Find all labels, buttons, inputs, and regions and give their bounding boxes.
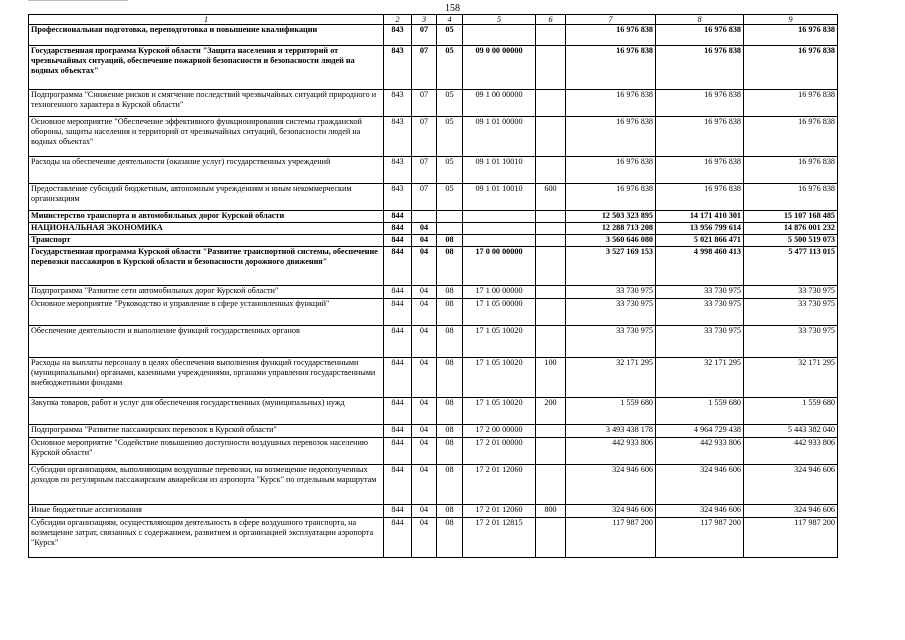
ministry-code: 843 [384, 46, 412, 90]
subsection-code: 05 [437, 117, 463, 157]
section-code [412, 211, 437, 223]
amount-year-1: 33 730 975 [566, 326, 656, 358]
amount-year-1: 16 976 838 [566, 184, 656, 211]
amount-year-2: 324 946 606 [656, 465, 744, 505]
section-code: 07 [412, 46, 437, 90]
amount-year-2: 33 730 975 [656, 326, 744, 358]
ministry-code: 844 [384, 223, 412, 235]
expense-type: 800 [536, 505, 566, 518]
amount-year-2: 33 730 975 [656, 299, 744, 326]
amount-year-1: 32 171 295 [566, 358, 656, 398]
section-code: 04 [412, 299, 437, 326]
subsection-code: 08 [437, 235, 463, 247]
amount-year-2: 5 021 866 471 [656, 235, 744, 247]
expense-type [536, 117, 566, 157]
table-row [29, 358, 838, 398]
section-code: 07 [412, 90, 437, 117]
expense-type: 600 [536, 184, 566, 211]
section-code: 04 [412, 465, 437, 505]
section-code: 04 [412, 358, 437, 398]
ministry-code: 844 [384, 299, 412, 326]
target-article: 17 1 00 00000 [463, 286, 536, 299]
amount-year-2: 117 987 200 [656, 518, 744, 558]
subsection-code: 08 [437, 358, 463, 398]
ministry-code: 844 [384, 326, 412, 358]
ministry-code: 843 [384, 117, 412, 157]
amount-year-2: 32 171 295 [656, 358, 744, 398]
section-code: 04 [412, 518, 437, 558]
subsection-code: 05 [437, 25, 463, 46]
amount-year-2: 16 976 838 [656, 117, 744, 157]
ministry-code: 844 [384, 438, 412, 465]
table-row [29, 425, 838, 438]
amount-year-2: 4 964 729 438 [656, 425, 744, 438]
subsection-code: 05 [437, 46, 463, 90]
col-header-4: 4 [437, 15, 463, 25]
table-row [29, 247, 838, 286]
amount-year-1: 324 946 606 [566, 505, 656, 518]
amount-year-3: 33 730 975 [744, 286, 838, 299]
target-article [463, 211, 536, 223]
target-article: 09 1 01 00000 [463, 117, 536, 157]
target-article: 09 1 01 10010 [463, 184, 536, 211]
target-article: 17 1 05 10020 [463, 398, 536, 425]
table-row [29, 211, 838, 223]
ministry-code: 844 [384, 286, 412, 299]
table-row [29, 465, 838, 505]
expense-type [536, 235, 566, 247]
section-code: 04 [412, 326, 437, 358]
section-code: 07 [412, 25, 437, 46]
target-article [463, 25, 536, 46]
amount-year-2: 13 956 799 614 [656, 223, 744, 235]
expense-type [536, 425, 566, 438]
ministry-code: 844 [384, 505, 412, 518]
amount-year-2: 14 171 410 301 [656, 211, 744, 223]
expense-type [536, 326, 566, 358]
subsection-code [437, 223, 463, 235]
amount-year-1: 1 559 680 [566, 398, 656, 425]
amount-year-3: 324 946 606 [744, 465, 838, 505]
expense-type [536, 465, 566, 505]
amount-year-3: 14 876 001 232 [744, 223, 838, 235]
amount-year-1: 16 976 838 [566, 25, 656, 46]
subsection-code: 05 [437, 90, 463, 117]
amount-year-2: 4 998 460 413 [656, 247, 744, 286]
row-name: Субсидии организациям, выполняющим воздушные перевозки, на возмещение недополученных доходов по регулярным пассажирским авиарейсам из аэропорта "Курск" по отдельным маршрутам [29, 465, 384, 505]
section-code: 07 [412, 184, 437, 211]
col-header-9: 9 [744, 15, 838, 25]
table-row [29, 235, 838, 247]
amount-year-3: 1 559 680 [744, 398, 838, 425]
table-row [29, 117, 838, 157]
target-article: 17 1 05 00000 [463, 299, 536, 326]
amount-year-2: 16 976 838 [656, 157, 744, 184]
col-header-3: 3 [412, 15, 437, 25]
subsection-code [437, 211, 463, 223]
amount-year-2: 442 933 806 [656, 438, 744, 465]
expense-type [536, 46, 566, 90]
amount-year-3: 16 976 838 [744, 90, 838, 117]
amount-year-1: 16 976 838 [566, 117, 656, 157]
row-name: Основное мероприятие "Руководство и управление в сфере установленных функций" [29, 299, 384, 326]
amount-year-3: 16 976 838 [744, 157, 838, 184]
amount-year-3: 5 500 519 073 [744, 235, 838, 247]
subsection-code: 08 [437, 425, 463, 438]
amount-year-1: 3 560 646 080 [566, 235, 656, 247]
amount-year-3: 324 946 606 [744, 505, 838, 518]
table-row [29, 398, 838, 425]
subsection-code: 08 [437, 326, 463, 358]
expense-type [536, 247, 566, 286]
col-header-5: 5 [463, 15, 536, 25]
section-code: 04 [412, 438, 437, 465]
amount-year-3: 442 933 806 [744, 438, 838, 465]
table-row [29, 438, 838, 465]
amount-year-2: 1 559 680 [656, 398, 744, 425]
target-article: 09 1 00 00000 [463, 90, 536, 117]
target-article: 17 2 01 12060 [463, 465, 536, 505]
subsection-code: 08 [437, 518, 463, 558]
amount-year-1: 33 730 975 [566, 286, 656, 299]
ministry-code: 844 [384, 247, 412, 286]
expense-type: 200 [536, 398, 566, 425]
column-number-row [29, 15, 838, 25]
section-code: 07 [412, 157, 437, 184]
row-name: Расходы на обеспечение деятельности (оказание услуг) государственных учреждений [29, 157, 384, 184]
ministry-code: 844 [384, 235, 412, 247]
table-row [29, 518, 838, 558]
row-name: Иные бюджетные ассигнования [29, 505, 384, 518]
top-rule [28, 0, 128, 1]
amount-year-3: 5 477 113 015 [744, 247, 838, 286]
col-header-8: 8 [656, 15, 744, 25]
amount-year-3: 15 107 168 485 [744, 211, 838, 223]
col-header-6: 6 [536, 15, 566, 25]
amount-year-1: 16 976 838 [566, 46, 656, 90]
amount-year-3: 16 976 838 [744, 25, 838, 46]
amount-year-3: 117 987 200 [744, 518, 838, 558]
amount-year-1: 3 527 169 153 [566, 247, 656, 286]
table-row [29, 46, 838, 90]
amount-year-1: 442 933 806 [566, 438, 656, 465]
target-article: 17 2 00 00000 [463, 425, 536, 438]
table-row [29, 184, 838, 211]
table-row [29, 25, 838, 46]
ministry-code: 843 [384, 184, 412, 211]
expense-type [536, 299, 566, 326]
row-name: Подпрограмма "Развитие пассажирских перевозок в Курской области" [29, 425, 384, 438]
amount-year-2: 16 976 838 [656, 90, 744, 117]
table-row [29, 505, 838, 518]
expense-type [536, 157, 566, 184]
table-row [29, 326, 838, 358]
expense-type [536, 286, 566, 299]
subsection-code: 08 [437, 505, 463, 518]
amount-year-3: 16 976 838 [744, 46, 838, 90]
expense-type [536, 438, 566, 465]
target-article [463, 235, 536, 247]
expense-type [536, 25, 566, 46]
amount-year-1: 33 730 975 [566, 299, 656, 326]
ministry-code: 843 [384, 90, 412, 117]
target-article: 17 2 01 12815 [463, 518, 536, 558]
target-article: 17 2 01 00000 [463, 438, 536, 465]
col-header-7: 7 [566, 15, 656, 25]
expense-type [536, 518, 566, 558]
target-article: 17 1 05 10020 [463, 358, 536, 398]
amount-year-2: 324 946 606 [656, 505, 744, 518]
col-header-1: 1 [29, 15, 384, 25]
amount-year-2: 33 730 975 [656, 286, 744, 299]
ministry-code: 844 [384, 398, 412, 425]
ministry-code: 843 [384, 25, 412, 46]
subsection-code: 08 [437, 465, 463, 505]
table-row [29, 286, 838, 299]
amount-year-1: 324 946 606 [566, 465, 656, 505]
target-article: 09 1 01 10010 [463, 157, 536, 184]
row-name: Министерство транспорта и автомобильных дорог Курской области [29, 211, 384, 223]
row-name: Подпрограмма "Снижение рисков и смягчение последствий чрезвычайных ситуаций природного и техногенного характера в Курской области" [29, 90, 384, 117]
target-article [463, 223, 536, 235]
ministry-code: 844 [384, 465, 412, 505]
amount-year-3: 33 730 975 [744, 326, 838, 358]
amount-year-1: 3 493 438 178 [566, 425, 656, 438]
subsection-code: 08 [437, 438, 463, 465]
subsection-code: 05 [437, 184, 463, 211]
ministry-code: 844 [384, 358, 412, 398]
row-name: Подпрограмма "Развитие сети автомобильных дорог Курской области" [29, 286, 384, 299]
page-number: 158 [445, 3, 460, 14]
amount-year-1: 12 503 323 895 [566, 211, 656, 223]
table-row [29, 223, 838, 235]
ministry-code: 844 [384, 518, 412, 558]
table-row [29, 299, 838, 326]
section-code: 04 [412, 505, 437, 518]
row-name: Предоставление субсидий бюджетным, автономным учреждениям и иным некоммерческим организациям [29, 184, 384, 211]
amount-year-1: 12 288 713 208 [566, 223, 656, 235]
row-name: Закупка товаров, работ и услуг для обеспечения государственных (муниципальных) нужд [29, 398, 384, 425]
ministry-code: 844 [384, 425, 412, 438]
row-name: Основное мероприятие "Обеспечение эффективного функционирования системы гражданской обороны, защиты населения и территорий от чрезвычайных ситуаций, безопасности людей на водных объектах" [29, 117, 384, 157]
subsection-code: 08 [437, 398, 463, 425]
amount-year-3: 5 443 382 040 [744, 425, 838, 438]
amount-year-1: 16 976 838 [566, 157, 656, 184]
row-name: Субсидии организациям, осуществляющим деятельность в сфере воздушного транспорта, на возмещение затрат, связанных с содержанием, развитием и организацией эксплуатации аэропорта "Курск" [29, 518, 384, 558]
amount-year-2: 16 976 838 [656, 184, 744, 211]
budget-table [28, 14, 838, 558]
expense-type [536, 90, 566, 117]
section-code: 04 [412, 398, 437, 425]
expense-type [536, 211, 566, 223]
col-header-2: 2 [384, 15, 412, 25]
amount-year-3: 16 976 838 [744, 117, 838, 157]
subsection-code: 08 [437, 299, 463, 326]
section-code: 04 [412, 247, 437, 286]
expense-type: 100 [536, 358, 566, 398]
row-name: Государственная программа Курской области "Защита населения и территорий от чрезвычайных ситуаций, обеспечение пожарной безопасности и безопасности людей на водных объектах" [29, 46, 384, 90]
amount-year-2: 16 976 838 [656, 25, 744, 46]
section-code: 04 [412, 235, 437, 247]
subsection-code: 08 [437, 247, 463, 286]
row-name: Транспорт [29, 235, 384, 247]
expense-type [536, 223, 566, 235]
amount-year-3: 32 171 295 [744, 358, 838, 398]
amount-year-1: 16 976 838 [566, 90, 656, 117]
section-code: 04 [412, 223, 437, 235]
ministry-code: 844 [384, 211, 412, 223]
section-code: 07 [412, 117, 437, 157]
row-name: Расходы на выплаты персоналу в целях обеспечения выполнения функций государственными (муниципальными) органами, казенными учреждениями, органами управления государственными внебюджетными фондами [29, 358, 384, 398]
row-name: НАЦИОНАЛЬНАЯ ЭКОНОМИКА [29, 223, 384, 235]
subsection-code: 05 [437, 157, 463, 184]
table-row [29, 90, 838, 117]
row-name: Профессиональная подготовка, переподготовка и повышение квалификации [29, 25, 384, 46]
ministry-code: 843 [384, 157, 412, 184]
amount-year-2: 16 976 838 [656, 46, 744, 90]
row-name: Государственная программа Курской области "Развитие транспортной системы, обеспечение перевозки пассажиров в Курской области и безопасности дорожного движения" [29, 247, 384, 286]
target-article: 17 0 00 00000 [463, 247, 536, 286]
target-article: 17 2 01 12060 [463, 505, 536, 518]
amount-year-1: 117 987 200 [566, 518, 656, 558]
row-name: Основное мероприятие "Содействие повышению доступности воздушных перевозок населению Курской области" [29, 438, 384, 465]
subsection-code: 08 [437, 286, 463, 299]
table-row [29, 157, 838, 184]
target-article: 09 0 00 00000 [463, 46, 536, 90]
section-code: 04 [412, 286, 437, 299]
row-name: Обеспечение деятельности и выполнение функций государственных органов [29, 326, 384, 358]
amount-year-3: 16 976 838 [744, 184, 838, 211]
amount-year-3: 33 730 975 [744, 299, 838, 326]
section-code: 04 [412, 425, 437, 438]
target-article: 17 1 05 10020 [463, 326, 536, 358]
